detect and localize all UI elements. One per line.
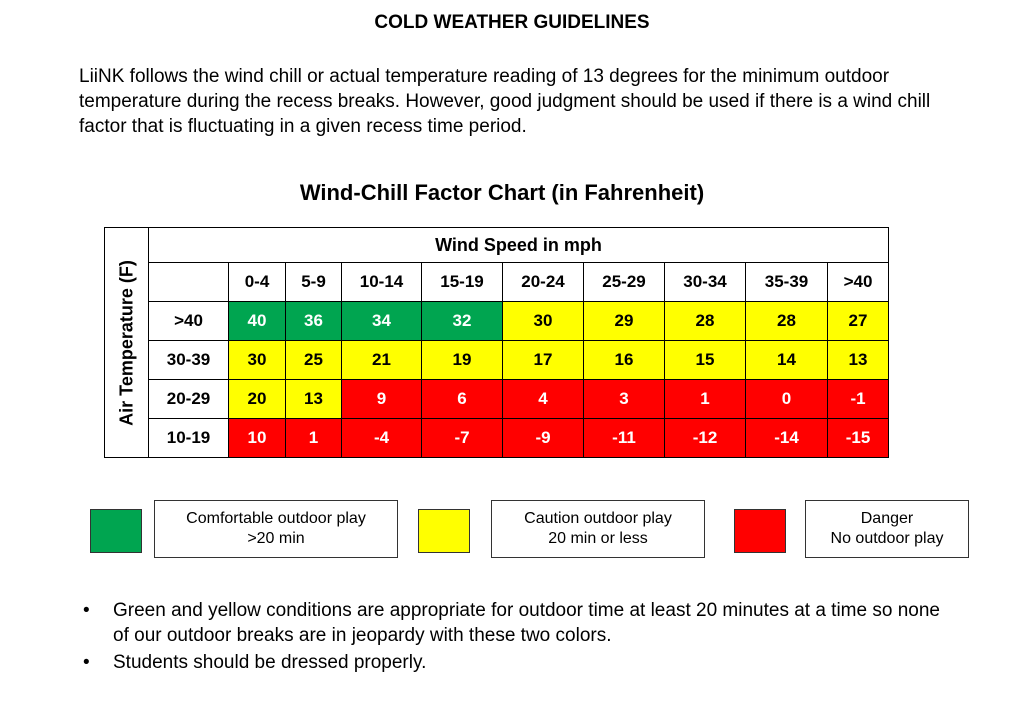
wind-chill-cell: 19 bbox=[422, 341, 503, 380]
list-item bbox=[79, 650, 959, 675]
table-row bbox=[105, 302, 889, 341]
wind-chill-cell: -15 bbox=[828, 419, 889, 458]
legend-label-caution bbox=[491, 500, 705, 558]
wind-chill-cell: 13 bbox=[828, 341, 889, 380]
wind-chill-cell: 28 bbox=[665, 302, 746, 341]
speed-column-header: 30-34 bbox=[665, 263, 746, 302]
wind-chill-cell: 29 bbox=[584, 302, 665, 341]
bullet-icon: • bbox=[83, 652, 90, 673]
table-row bbox=[105, 341, 889, 380]
legend-swatch-red bbox=[734, 509, 786, 553]
speed-column-header: 25-29 bbox=[584, 263, 665, 302]
speed-column-header: 0-4 bbox=[229, 263, 286, 302]
wind-chill-cell: -11 bbox=[584, 419, 665, 458]
wind-chill-cell: 40 bbox=[229, 302, 286, 341]
wind-chill-cell: 21 bbox=[342, 341, 422, 380]
wind-chill-cell: 13 bbox=[286, 380, 342, 419]
speed-column-header: >40 bbox=[828, 263, 889, 302]
wind-chill-cell: 4 bbox=[503, 380, 584, 419]
wind-chill-cell: 3 bbox=[584, 380, 665, 419]
wind-chill-table bbox=[104, 227, 889, 458]
temperature-row-label: 10-19 bbox=[149, 419, 229, 458]
legend-line: No outdoor play bbox=[830, 530, 944, 547]
wind-chill-cell: 25 bbox=[286, 341, 342, 380]
speed-column-header: 35-39 bbox=[746, 263, 828, 302]
air-temperature-label-text: Air Temperature (F) bbox=[116, 259, 136, 426]
wind-chill-cell: 28 bbox=[746, 302, 828, 341]
wind-chill-cell: 15 bbox=[665, 341, 746, 380]
legend-line: Danger bbox=[860, 510, 914, 527]
temperature-row-label: 20-29 bbox=[149, 380, 229, 419]
wind-chill-cell: 0 bbox=[746, 380, 828, 419]
wind-chill-cell: 20 bbox=[229, 380, 286, 419]
list-item bbox=[79, 598, 959, 648]
wind-chill-cell: 34 bbox=[342, 302, 422, 341]
bullet-icon: • bbox=[83, 600, 90, 621]
wind-chill-cell: 9 bbox=[342, 380, 422, 419]
wind-chill-cell: -12 bbox=[665, 419, 746, 458]
legend-swatch-green bbox=[90, 509, 142, 553]
speed-column-header: 20-24 bbox=[503, 263, 584, 302]
wind-chill-cell: 6 bbox=[422, 380, 503, 419]
table-row bbox=[105, 419, 889, 458]
bullet-list bbox=[79, 598, 959, 677]
temperature-row-label: 30-39 bbox=[149, 341, 229, 380]
wind-chill-cell: -7 bbox=[422, 419, 503, 458]
wind-chill-cell: -14 bbox=[746, 419, 828, 458]
legend-label-comfortable bbox=[154, 500, 398, 558]
wind-chill-cell: 17 bbox=[503, 341, 584, 380]
wind-chill-cell: 1 bbox=[286, 419, 342, 458]
bullet-text: Students should be dressed properly. bbox=[113, 652, 427, 673]
page-title: COLD WEATHER GUIDELINES bbox=[374, 12, 650, 33]
wind-chill-cell: 10 bbox=[229, 419, 286, 458]
table-row bbox=[105, 380, 889, 419]
speed-column-header: 10-14 bbox=[342, 263, 422, 302]
wind-chill-cell: -9 bbox=[503, 419, 584, 458]
legend-line: Caution outdoor play bbox=[524, 510, 672, 527]
wind-chill-cell: 32 bbox=[422, 302, 503, 341]
wind-chill-cell: 30 bbox=[503, 302, 584, 341]
wind-speed-header: Wind Speed in mph bbox=[149, 228, 889, 263]
bullet-text: Green and yellow conditions are appropriate for outdoor time at least 20 minutes at a time so none of our outdoor breaks are in jeopardy with these two colors. bbox=[113, 600, 940, 646]
speed-column-header: 5-9 bbox=[286, 263, 342, 302]
legend-line: 20 min or less bbox=[548, 530, 648, 547]
legend-label-danger bbox=[805, 500, 969, 558]
wind-chill-cell: 27 bbox=[828, 302, 889, 341]
intro-paragraph: LiiNK follows the wind chill or actual temperature reading of 13 degrees for the minimum outdoor temperature during the recess breaks. However, good judgment should be used if there is a wind chill factor that is fluctuating in a given recess time period. bbox=[79, 66, 931, 137]
corner-cell bbox=[149, 263, 229, 302]
wind-chill-cell: 1 bbox=[665, 380, 746, 419]
temperature-row-label: >40 bbox=[149, 302, 229, 341]
legend-line: Comfortable outdoor play bbox=[186, 510, 366, 527]
wind-chill-cell: -1 bbox=[828, 380, 889, 419]
legend-line: >20 min bbox=[247, 530, 305, 547]
air-temperature-label bbox=[105, 228, 149, 458]
legend-swatch-yellow bbox=[418, 509, 470, 553]
wind-chill-cell: 36 bbox=[286, 302, 342, 341]
speed-column-header: 15-19 bbox=[422, 263, 503, 302]
wind-chill-cell: 30 bbox=[229, 341, 286, 380]
chart-title: Wind-Chill Factor Chart (in Fahrenheit) bbox=[299, 180, 705, 205]
wind-chill-cell: -4 bbox=[342, 419, 422, 458]
wind-chill-cell: 16 bbox=[584, 341, 665, 380]
wind-chill-cell: 14 bbox=[746, 341, 828, 380]
